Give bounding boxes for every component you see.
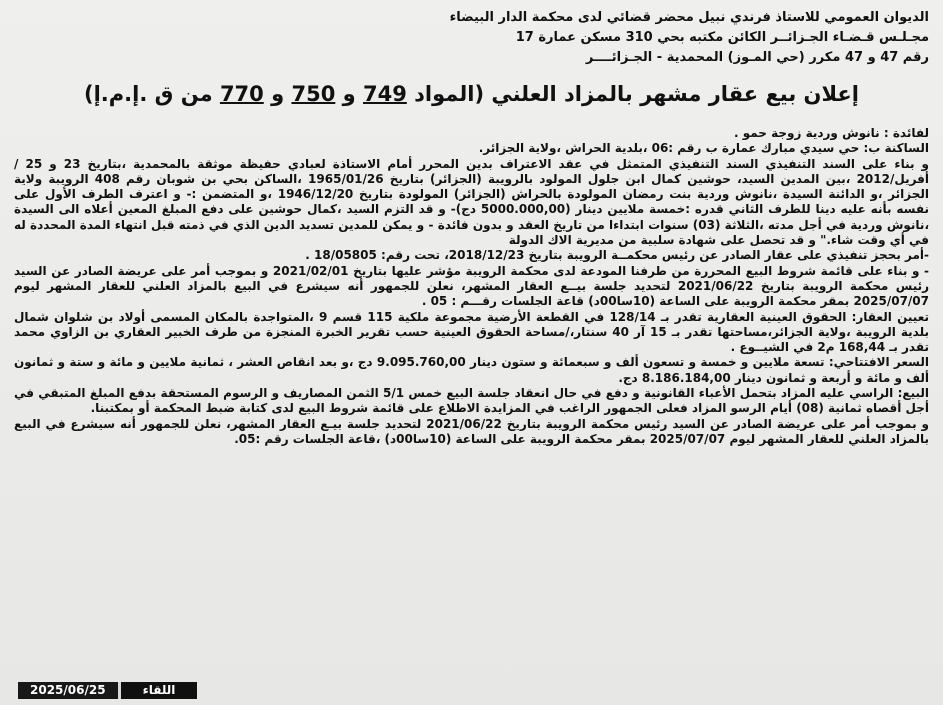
notice-body <box>14 126 929 447</box>
header-line-2: مجـلـس قـضـاء الجـزائــر الكائن مكتبه بحي 310 مسكن عمارة 17 <box>515 30 929 45</box>
sale-date-paragraph: و بموجب أمر على عريضة الصادر عن السيد رئيس محكمة الرويبة بتاريخ 2021/06/22 لتحديد جلسة بيـع العقار المشهر، نعلن للجمهور أنه سيشرع في البيع بالمزاد العلني للعقار المشهر ليوم 2025/07/07 بمقر محكمة الرويبة على الساعة (10سا00د) ،قاعة الجلسات رقم :05. <box>14 416 929 446</box>
residence-paragraph: الساكنة ب: حي سيدي مبارك عمارة ب رقم :06 ،بلدية الحراش ،ولاية الجزائر. <box>478 141 929 156</box>
sale-conditions-paragraph: - و بناء على قائمة شروط البيع المحررة من طرفنا المودعة لدى محكمة الرويبة مؤشر عليها بتاريخ 2021/02/01 و بموجب أمر على عريضة الصادر عن السيد رئيس محكمة الرويبة بتاريخ 2021/06/22 لتحديد جلسة بيــع العقار المشهر، نعلن للجمهور أنه سيشرع في البيع بالمزاد العلني للعقار المشهر ليوم 2025/07/07 بمقر محكمة الرويبة على الساعة (10سا00د) قاعة الجلسات رقـــم : 05 . <box>14 263 929 309</box>
article-749: 749 <box>363 82 407 106</box>
article-770: 770 <box>219 82 264 106</box>
publication-date: 2025/06/25 <box>18 682 121 699</box>
opening-price-paragraph: السعر الافتتاحي: تسعة ملايين و خمسة و تسعون ألف و سبعمائة و ستون دينار 9.095.760,00 دج ،و بعد انقاص العشر ، ثمانية ملايين و مائة و ستة و ثمانون ألف و مائة و أربعة و ثمانون دينار 8.186.184,00 دج. <box>14 355 929 385</box>
executive-title-paragraph: و بناء على السند التنفيذي السند التنفيذي المتمثل في عقد الاعتراف بدين المحرر أمام الاستاذة لعبادي حفيظة موثقة بالمحمدية ،بتاريخ 23 و 25 /أفريل/2012 ،بين المدين السيد، حوشين كمال ابن جلول المولود بالرويبة (الجزائر) بتاريخ 1965/01/26 ،الساكن بحي بن شوبان رقم 408 الرويبة ولاية الجزائر ،و الدائنة السيدة ،نانوش وردية بنت رمضان المولودة بالحراش (الجزائر) المولودة بتاريخ 1946/12/20 ،و المتضمن :- و اعترف الطرف الأول على نفسه بأنه عليه دينا للطرف الثاني قدره :خمسة ملايين دينار (5000.000,00 دج)- و قد التزم السيد ،كمال حوشين على دفع المبلغ المعين أعلاه الى السيدة ،نانوش وردية في أجل مدته ،الثلاثة (03) سنوات ابتداءا من تاريخ العقد و بدون فائدة - و يمكن للمدين تسديد الدين الذي في ذمته قبل انتهاء المدة المحددة له في أي وقت شاء." و قد تحصل على شهادة سلبية من مديرية الاك الدولة <box>14 156 930 248</box>
title-and-1: و <box>335 82 363 106</box>
article-750: 750 <box>291 82 336 106</box>
header-line-1: الديوان العمومي للاستاذ فرندي نبيل محضر قضائي لدى محكمة الدار البيضاء <box>449 10 929 25</box>
publication-footer <box>18 682 197 699</box>
title-and-2: و <box>263 82 292 106</box>
beneficiary-paragraph: لفائدة : نانوش وردية زوجة حمو . <box>733 126 929 140</box>
notice-title <box>14 80 929 108</box>
title-part-2: من ق .إ.م.إ) <box>84 82 220 106</box>
bailiff-header <box>14 8 929 68</box>
header-line-3: رقم 47 و 47 مكرر (حي المـوز) المحمدية - الجـزائــــر <box>585 50 929 65</box>
title-part-1: إعلان بيع عقار مشهر بالمزاد العلني (المواد <box>406 82 859 106</box>
property-description-paragraph: تعيين العقار: الحقوق العينية العقارية تقدر بـ 128/14 في القطعة الأرضية مجموعة ملكية 115 قسم 9 ،المتواجدة بالمكان المسمى أولاد بن شلوان شمال بلدية الرويبة ،ولاية الجزائر،مساحتها تقدر بـ 15 آر 40 سنتار،/مساحة الحقوق العينية حسب تقرير الخبرة المنجزة من طرف الخبير العقاري بن الزاوي محمد تقدر بـ 168,44 م2 في الشيــوع . <box>14 309 929 355</box>
seizure-order-paragraph: -أمر بحجز تنفيذي على عقار الصادر عن رئيس محكمــة الرويبة بتاريخ 2018/12/23، تحت رقم: 18/05805 . <box>305 248 929 263</box>
publisher-name: اللقاء <box>121 682 198 699</box>
sale-terms-paragraph: البيع: الراسي عليه المزاد بتحمل الأعباء القانونية و دفع في حال انعقاد جلسة البيع خمس 5/1 الثمن المصاريف و الرسوم المستحقة بدفع المبلغ المتبقي في أجل أقصاه ثمانية (08) أيام الرسو المزاد فعلى الجمهور الراغب في المزايدة الاطلاع على قائمة شروط البيع لدى كتابة ضبط المحكمة أو بمكتبنا. <box>14 386 929 416</box>
